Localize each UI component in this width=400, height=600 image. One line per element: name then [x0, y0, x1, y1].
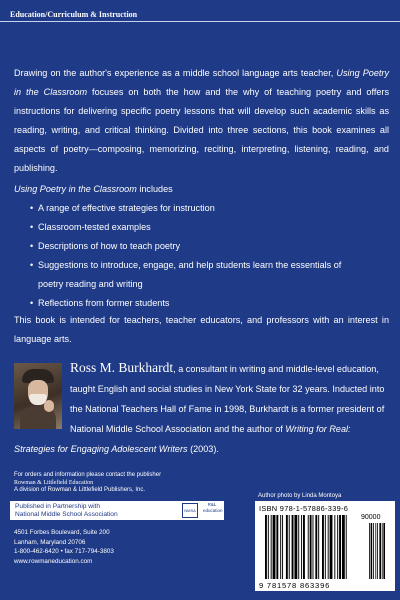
nmsa-logo-icon: NMSA — [182, 503, 198, 518]
includes-list — [30, 199, 360, 313]
bullet-icon: • — [30, 222, 34, 232]
bio-book-title: Writing for Real: Strategies for Engaging Adolescent Writers — [14, 424, 351, 454]
list-item: • Suggestions to introduce, engage, and help students learn the essentials of poetry reading and writing — [30, 256, 360, 294]
photo-credit: Author photo by Linda Montoya — [258, 493, 342, 499]
bullet-icon: • — [30, 241, 34, 251]
bullet-icon: • — [30, 260, 34, 270]
author-name: Ross M. Burkhardt — [70, 360, 174, 375]
order-info — [14, 472, 244, 495]
list-item: • Reflections from former students — [30, 294, 360, 313]
list-item: • Descriptions of how to teach poetry — [30, 237, 360, 256]
includes-heading — [14, 180, 389, 199]
description-title: Using Poetry in the Classroom — [14, 68, 389, 97]
price-code: 90000 — [361, 514, 381, 521]
list-item: • Classroom-tested examples — [30, 218, 360, 237]
audience-statement: This book is intended for teachers, teacher educators, and professors with an interest in language arts. — [14, 315, 389, 344]
description — [14, 64, 389, 178]
author-bio — [14, 358, 392, 459]
partner-organization: National Middle School Association — [15, 510, 118, 518]
bullet-icon: • — [30, 203, 34, 213]
publisher-division: A division of Rowman & Littlefield Publishers, Inc. — [14, 487, 146, 493]
publisher-name: Rowman & Littlefield Education — [14, 479, 94, 486]
website: www.rowmaneducation.com — [14, 557, 93, 565]
author-photo — [14, 363, 62, 429]
address-line: 4501 Forbes Boulevard, Suite 200 — [14, 529, 110, 536]
ean-number: 9 781578 863396 — [259, 581, 331, 590]
bio-part2: (2003). — [187, 444, 219, 454]
partnership-box — [10, 501, 224, 520]
includes-suffix: includes — [136, 184, 173, 194]
publisher-address — [14, 528, 114, 566]
isbn-label: ISBN 978-1-57886-339-6 — [259, 504, 349, 513]
description-part2: focuses on both the how and the why of teaching poetry and offers instructions for delivering specific poetry lessons that will develop such academic skills as reading, writing, and critical thinking. Divided into three sections, this book examines all aspects of poetry—composing, memorizing, reciting, interpreting, listening, reading, and publishing. — [14, 87, 389, 173]
bio-part1: , a consultant in writing and middle-level education, taught English and social studies in New York State for 32 years. Inducted into the National Teachers Hall of Fame in 1998, Burkhardt is a former president of National Middle School Association and the author of — [70, 364, 385, 434]
bullet-icon: • — [30, 298, 34, 308]
category-label: Education/Curriculum & Instruction — [10, 10, 138, 19]
description-part1: Drawing on the author's experience as a middle school language arts teacher, — [14, 68, 337, 78]
rl-education-logo-icon: R&L education — [203, 502, 223, 513]
barcode-box — [255, 501, 395, 591]
partnership-line: Published in Partnership with — [15, 503, 101, 510]
includes-title: Using Poetry in the Classroom — [14, 184, 137, 194]
address-line: Lanham, Maryland 20706 — [14, 538, 86, 546]
barcode-icon — [263, 515, 387, 579]
list-item: • A range of effective strategies for instruction — [30, 199, 360, 218]
order-line: For orders and information please contact the publisher — [14, 472, 162, 478]
top-divider — [0, 21, 400, 22]
address-line: 1-800-462-6420 • fax 717-794-3803 — [14, 548, 114, 556]
